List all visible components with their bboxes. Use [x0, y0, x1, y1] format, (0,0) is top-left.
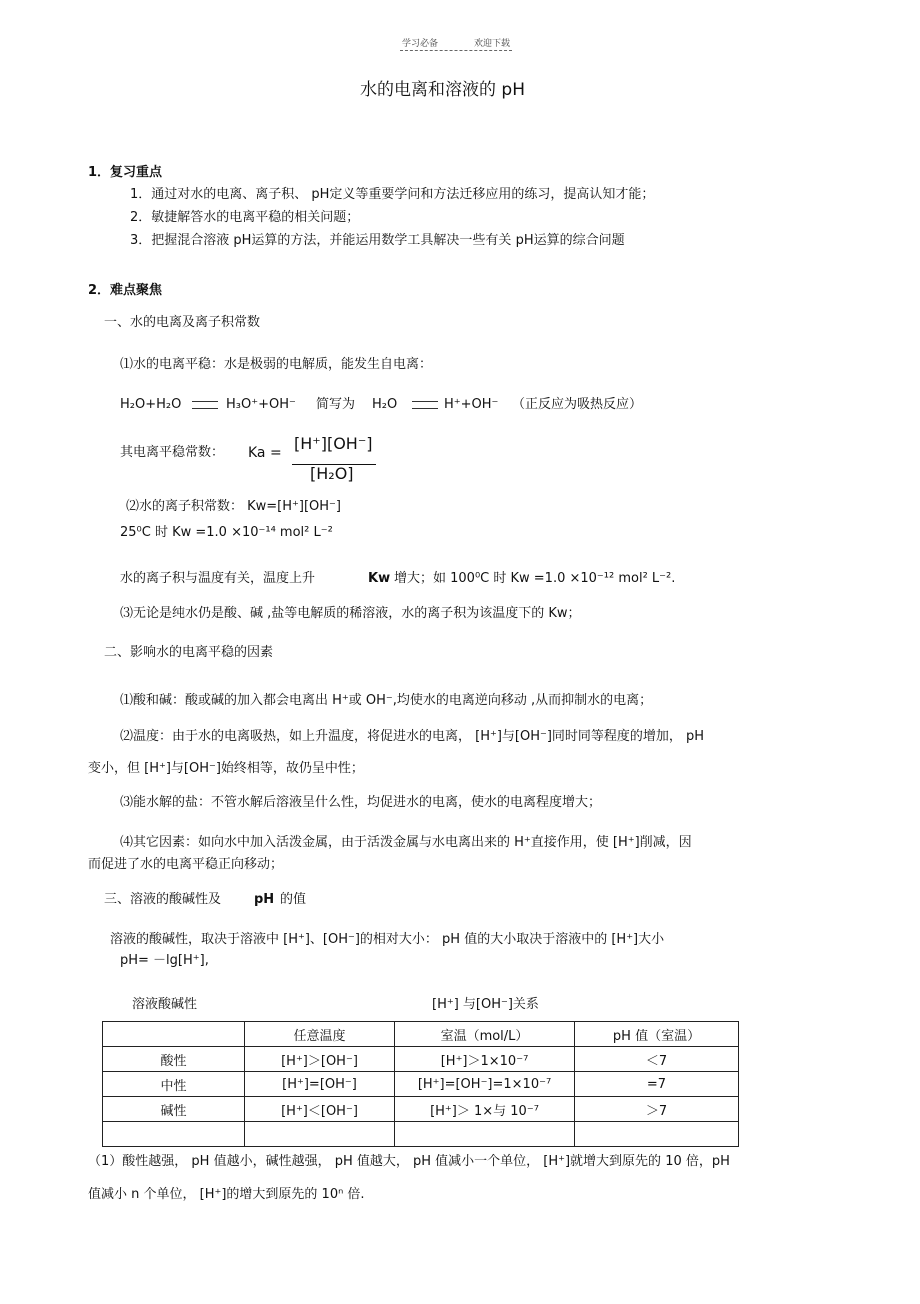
table-cell: ＜7: [575, 1047, 739, 1072]
section1-heading: 1．复习重点: [88, 165, 163, 180]
table-header-cell: 任意温度: [245, 1022, 395, 1047]
kw-definition: ⑵水的离子积常数： Kw=[H⁺][OH⁻]: [126, 499, 341, 514]
eq-rhs: H₃O⁺+OH⁻: [226, 397, 296, 412]
factor-salt: ⑶能水解的盐：不管水解后溶液呈什么性，均促进水的电离，使水的电离程度增大；: [120, 795, 602, 810]
review-item-3: 3．把握混合溶液 pH运算的方法，并能运用数学工具解决一些有关 pH运算的综合问题: [130, 233, 625, 248]
equilibrium-arrow-icon: [192, 401, 218, 409]
review-item-2: 2．敏捷解答水的电离平稳的相关问题；: [130, 210, 360, 225]
review-item-1: 1．通过对水的电离、离子积、 pH定义等重要学问和方法迁移应用的练习，提高认知才能；: [130, 187, 655, 202]
kw-25c: 25⁰C 时 Kw =1.0 ×10⁻¹⁴ mol² L⁻²: [120, 525, 333, 540]
eq-lhs: H₂O+H₂O: [120, 397, 182, 412]
ka-symbol: Ka =: [248, 445, 282, 461]
header-right: 欢迎下载: [474, 39, 511, 49]
table-cell: [575, 1122, 739, 1147]
table-header-row: [103, 1022, 739, 1047]
ka-label: 其电离平稳常数：: [120, 445, 225, 460]
factor-other-cont: 而促进了水的电离平稳正向移动；: [88, 857, 284, 872]
table-cell: 中性: [103, 1072, 245, 1097]
part3-heading-b: 的值: [280, 892, 307, 907]
table-row: [103, 1097, 739, 1122]
factor-acid-base: ⑴酸和碱：酸或碱的加入都会电离出 H⁺或 OH⁻,均使水的电离逆向移动 ,从而抑制水的电离；: [120, 693, 653, 708]
acidity-table: [102, 1021, 739, 1147]
table-cell: [H⁺]＞[OH⁻]: [245, 1047, 395, 1072]
temp-line-b: 增大；如 100⁰C 时 Kw =1.0 ×10⁻¹² mol² L⁻².: [394, 571, 676, 586]
table-cell: [H⁺]＞ 1×与 10⁻⁷: [395, 1097, 575, 1122]
ka-denominator: [H₂O]: [310, 464, 354, 483]
factor-other: ⑷其它因素：如向水中加入活泼金属，由于活泼金属与水电离出来的 H⁺直接作用，使 [H⁺]削减，因: [120, 835, 692, 850]
table-cell: [H⁺]=[OH⁻]=1×10⁻⁷: [395, 1072, 575, 1097]
table-cell: [245, 1122, 395, 1147]
table-row: [103, 1122, 739, 1147]
table-header-cell: pH 值（室温）: [575, 1022, 739, 1047]
ph-formula: pH= －lg[H⁺],: [120, 953, 209, 968]
header-left: 学习必备: [402, 39, 439, 49]
temp-line-a: 水的离子积与温度有关，温度上升: [120, 571, 316, 586]
eq-rhs2: H⁺+OH⁻: [444, 397, 499, 412]
section2-heading: 2．难点聚焦: [88, 283, 163, 298]
table-cell: [H⁺]=[OH⁻]: [245, 1072, 395, 1097]
part1-heading: 一、水的电离及离子积常数: [104, 315, 261, 330]
factor-temperature: ⑵温度：由于水的电离吸热，如上升温度，将促进水的电离， [H⁺]与[OH⁻]同时同等程度的增加， pH: [120, 729, 705, 744]
table-cell: =7: [575, 1072, 739, 1097]
kw-general: ⑶无论是纯水仍是酸、碱 ,盐等电解质的稀溶液，水的离子积为该温度下的 Kw；: [120, 606, 581, 621]
table-cell: ＞7: [575, 1097, 739, 1122]
table-cell: 酸性: [103, 1047, 245, 1072]
ph-note-line2: 值减小 n 个单位， [H⁺]的增大到原先的 10ⁿ 倍.: [88, 1187, 365, 1202]
table-row: [103, 1047, 739, 1072]
header-divider: [400, 50, 512, 51]
table-row: [103, 1072, 739, 1097]
part2-heading: 二、影响水的电离平稳的因素: [104, 645, 274, 660]
table-header-cell: [103, 1022, 245, 1047]
part3-heading-a: 三、溶液的酸碱性及: [104, 892, 222, 907]
page-title: 水的电离和溶液的 pH: [360, 80, 525, 100]
factor-temperature-cont: 变小，但 [H⁺]与[OH⁻]始终相等，故仍呈中性；: [88, 761, 364, 776]
part3-heading-ph: pH: [254, 892, 275, 907]
table-cell: [H⁺]＜[OH⁻]: [245, 1097, 395, 1122]
table-cell: [103, 1122, 245, 1147]
temp-line-kw: Kw: [368, 571, 391, 586]
eq-simplified-label: 简写为: [316, 397, 356, 412]
ionization-line: ⑴水的电离平稳：水是极弱的电解质，能发生自电离：: [120, 357, 433, 372]
table-cell: 碱性: [103, 1097, 245, 1122]
acidity-definition: 溶液的酸碱性，取决于溶液中 [H⁺]、[OH⁻]的相对大小： pH 值的大小取决于溶液中的 [H⁺]大小: [110, 932, 665, 947]
table-header-cell: 室温（mol/L）: [395, 1022, 575, 1047]
table-caption-left: 溶液酸碱性: [132, 997, 198, 1012]
eq-lhs2: H₂O: [372, 397, 398, 412]
eq-note: （正反应为吸热反应）: [512, 397, 643, 412]
table-cell: [395, 1122, 575, 1147]
table-cell: [H⁺]＞1×10⁻⁷: [395, 1047, 575, 1072]
ka-numerator: [H⁺][OH⁻]: [294, 434, 373, 453]
equilibrium-arrow-icon: [412, 401, 438, 409]
ph-note-line1: （1）酸性越强， pH 值越小，碱性越强， pH 值越大， pH 值减小一个单位， [H⁺]就增大到原先的 10 倍，pH: [88, 1154, 730, 1169]
table-caption-right: [H⁺] 与[OH⁻]关系: [432, 997, 539, 1012]
